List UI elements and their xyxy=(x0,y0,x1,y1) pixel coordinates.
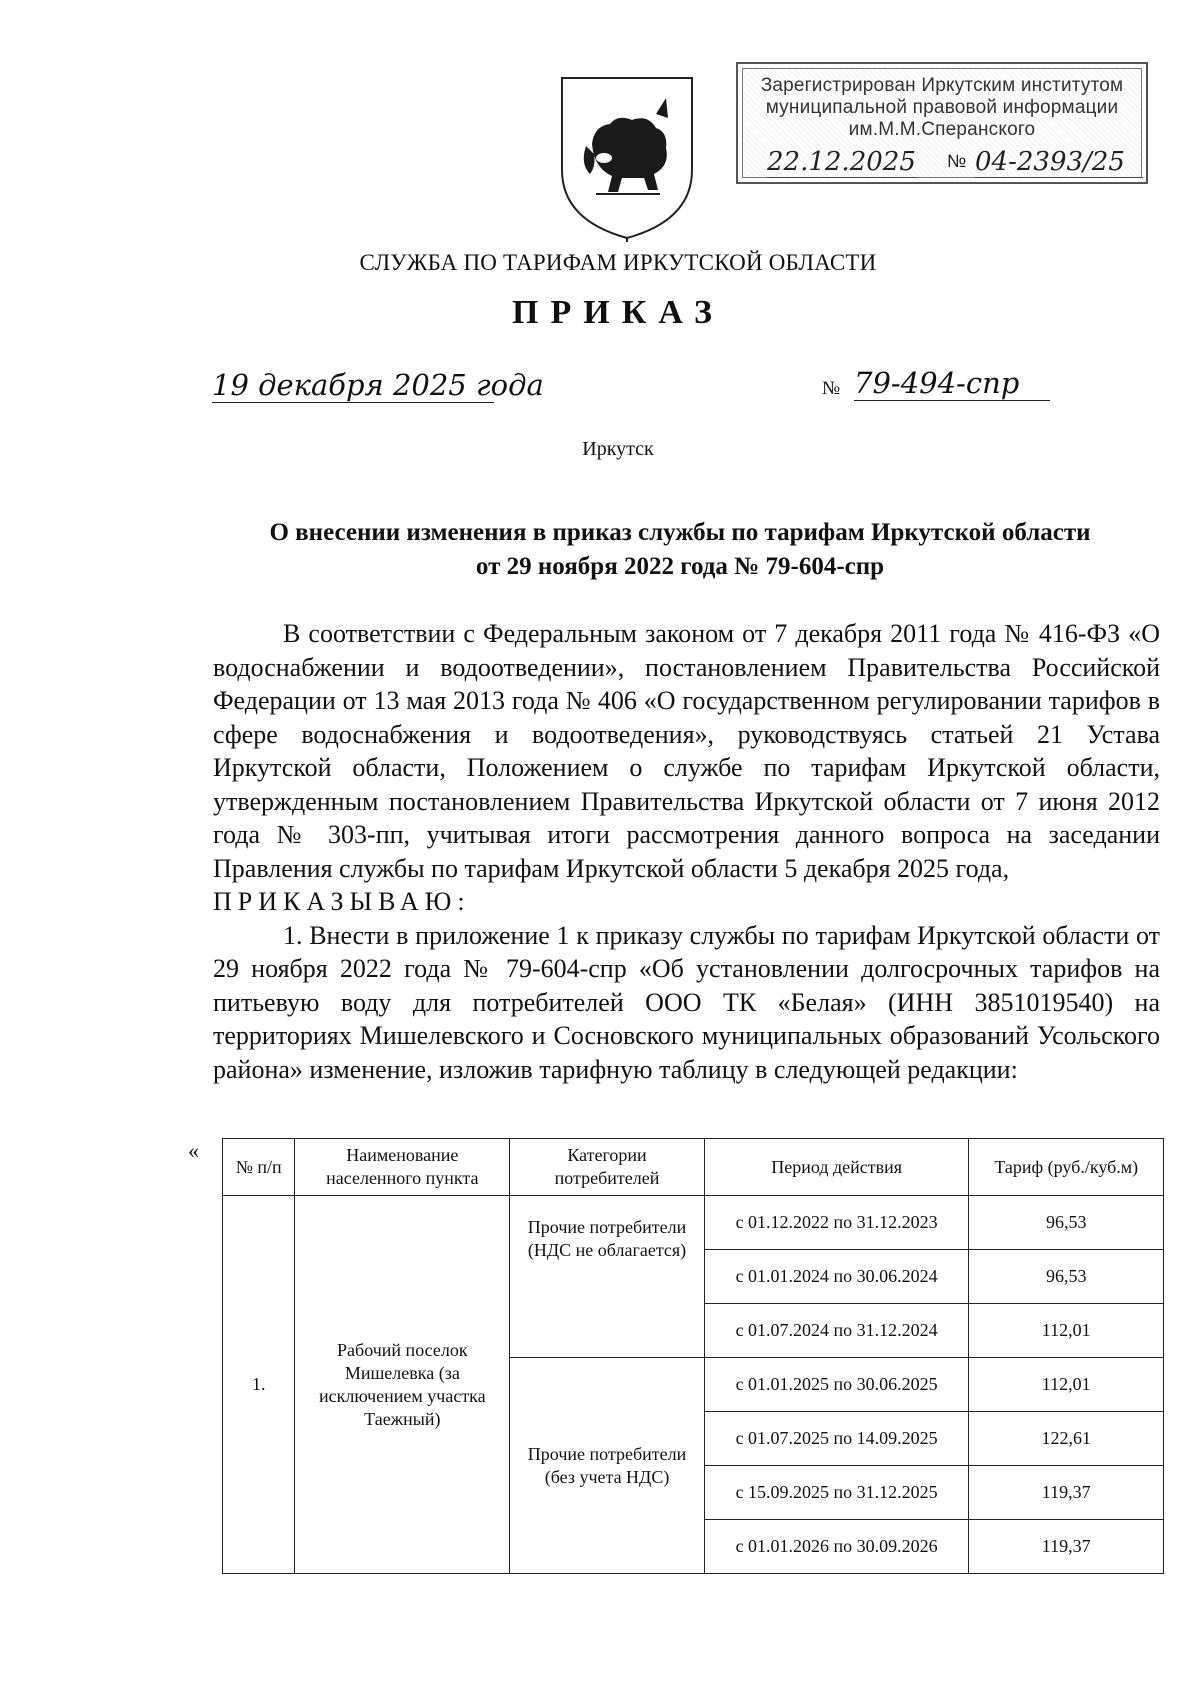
cell-tariff: 112,01 xyxy=(969,1304,1164,1358)
stamp-handwritten-date: 22.12.2025 xyxy=(767,147,916,177)
heading-line-1: О внесении изменения в приказ службы по тарифам Иркутской области xyxy=(269,519,1091,546)
header-tariff: Тариф (руб./куб.м) xyxy=(969,1139,1164,1196)
cell-period: с 01.01.2025 по 30.06.2025 xyxy=(704,1358,969,1412)
registration-stamp xyxy=(736,62,1148,184)
cell-period: с 15.09.2025 по 31.12.2025 xyxy=(704,1466,969,1520)
order-date-handwritten: 19 декабря 2025 года xyxy=(212,368,544,402)
table-header-row xyxy=(223,1139,1164,1196)
cell-tariff: 96,53 xyxy=(969,1196,1164,1250)
stamp-line-2: муниципальной правовой информации xyxy=(765,97,1119,118)
header-category: Категории потребителей xyxy=(510,1139,705,1196)
heading-line-2: от 29 ноября 2022 года № 79-604-спр xyxy=(475,553,885,580)
body-paragraph-1: В соответствии с Федеральным законом от 7 декабря 2011 года № 416-ФЗ «О водоснабжении и водоотведении», постановлением Правительства Российской Федерации от 13 мая 2013 года № 406 «О государственном регулировании тарифов в сфере водоснабжения и водоотведения», руководствуясь статьей 21 Устава Иркутской области, Положением о службе по тарифам Иркутской области, утвержденным постановлением Правительства Иркутской области от 7 июня 2012 года № 303-пп, учитывая итоги рассмотрения данного вопроса на заседании Правления службы по тарифам Иркутской области 5 декабря 2025 года, xyxy=(213,619,1160,883)
document-body xyxy=(213,617,1160,1086)
service-name: СЛУЖБА ПО ТАРИФАМ ИРКУТСКОЙ ОБЛАСТИ xyxy=(359,250,877,275)
cell-row-number: 1. xyxy=(223,1196,295,1574)
tariff-table xyxy=(222,1138,1164,1574)
cell-period: с 01.07.2025 по 14.09.2025 xyxy=(704,1412,969,1466)
cell-tariff: 119,37 xyxy=(969,1520,1164,1574)
cell-category-2: Прочие потребители (без учета НДС) xyxy=(510,1358,705,1574)
table-row xyxy=(223,1196,1164,1250)
body-paragraph-2: 1. Внести в приложение 1 к приказу службы по тарифам Иркутской области от 29 ноября 2022 года № 79-604-спр «Об установлении долгосрочных тарифов на питьевую воду для потребителей ООО ТК «Белая» (ИНН 3851019540) на территориях Мишелевского и Сосновского муниципальных образований Усольского района» изменение, изложив тарифную таблицу в следующей редакции: xyxy=(213,920,1160,1084)
cell-period: с 01.01.2026 по 30.09.2026 xyxy=(704,1520,969,1574)
cell-period: с 01.07.2024 по 31.12.2024 xyxy=(704,1304,969,1358)
order-number-handwritten: 79-494-спр xyxy=(854,366,1050,401)
order-word: ПРИКАЗЫВАЮ: xyxy=(213,887,471,916)
document-heading xyxy=(200,516,1160,584)
header-num: № п/п xyxy=(223,1139,295,1196)
cell-settlement: Рабочий поселок Мишелевка (за исключением участка Таежный) xyxy=(295,1196,510,1574)
document-type: ПРИКАЗ xyxy=(512,294,724,331)
header-settlement: Наименование населенного пункта xyxy=(295,1139,510,1196)
table-open-quote: « xyxy=(188,1138,199,1163)
stamp-line-1: Зарегистрирован Иркутским институтом xyxy=(760,75,1124,96)
stamp-number-label: № xyxy=(947,151,967,171)
cell-tariff: 96,53 xyxy=(969,1250,1164,1304)
cell-tariff: 119,37 xyxy=(969,1466,1164,1520)
header-period: Период действия xyxy=(704,1139,969,1196)
order-number-label: № xyxy=(822,378,841,399)
stamp-handwritten-number: 04-2393/25 xyxy=(975,147,1143,178)
cell-tariff: 112,01 xyxy=(969,1358,1164,1412)
cell-category-1: Прочие потребители (НДС не облагается) xyxy=(510,1196,705,1358)
cell-tariff: 122,61 xyxy=(969,1412,1164,1466)
coat-of-arms-icon xyxy=(556,74,698,242)
cell-period: с 01.12.2022 по 31.12.2023 xyxy=(704,1196,969,1250)
city: Иркутск xyxy=(582,438,654,460)
cell-period: с 01.01.2024 по 30.06.2024 xyxy=(704,1250,969,1304)
stamp-line-3: им.М.М.Сперанского xyxy=(848,119,1036,140)
